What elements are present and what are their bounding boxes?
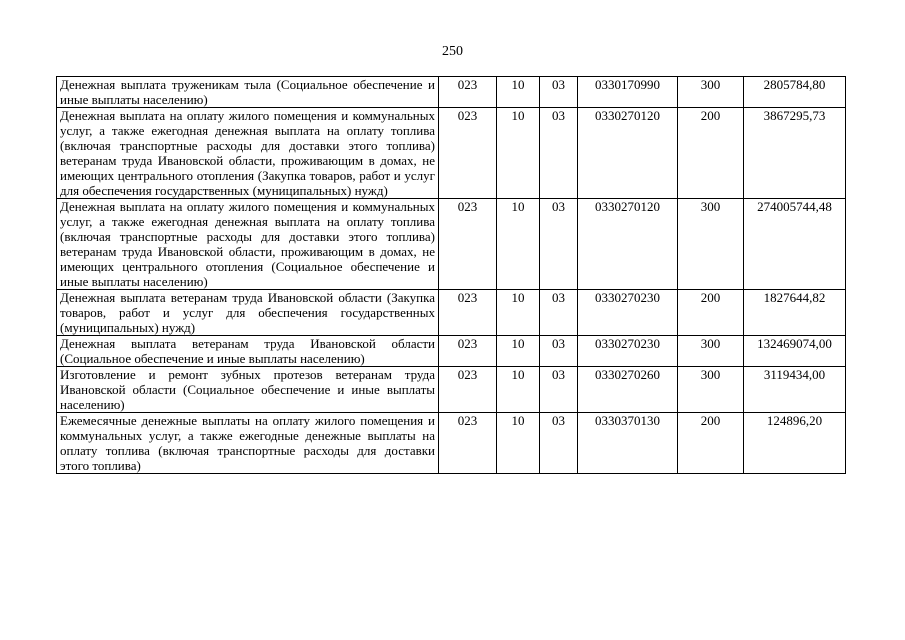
- ministry-code: 023: [439, 77, 497, 108]
- subsection-code: 03: [540, 413, 578, 474]
- target-code: 0330270230: [578, 336, 678, 367]
- amount: 3119434,00: [744, 367, 846, 413]
- table-row: [57, 413, 846, 474]
- section-code: 10: [497, 199, 540, 290]
- table-row: [57, 290, 846, 336]
- row-description: Денежная выплата на оплату жилого помещения и коммунальных услуг, а также ежегодная денежная выплата на оплату топлива (включая транспортные расходы для доставки этого топлива) ветеранам труда Ивановской области, проживающим в домах, не имеющих центрального отопления (Социальное обеспечение и иные выплаты населению): [57, 199, 439, 290]
- target-code: 0330170990: [578, 77, 678, 108]
- ministry-code: 023: [439, 199, 497, 290]
- ministry-code: 023: [439, 290, 497, 336]
- row-description: Ежемесячные денежные выплаты на оплату жилого помещения и коммунальных услуг, а также ежегодные денежные выплаты на оплату топлива (включая транспортные расходы для доставки этого топлива): [57, 413, 439, 474]
- section-code: 10: [497, 413, 540, 474]
- amount: 274005744,48: [744, 199, 846, 290]
- subsection-code: 03: [540, 77, 578, 108]
- target-code: 0330270120: [578, 108, 678, 199]
- table-row: [57, 336, 846, 367]
- subsection-code: 03: [540, 367, 578, 413]
- expense-type-code: 300: [678, 367, 744, 413]
- section-code: 10: [497, 290, 540, 336]
- target-code: 0330270260: [578, 367, 678, 413]
- expense-type-code: 300: [678, 336, 744, 367]
- target-code: 0330270230: [578, 290, 678, 336]
- amount: 132469074,00: [744, 336, 846, 367]
- target-code: 0330370130: [578, 413, 678, 474]
- row-description: Денежная выплата ветеранам труда Ивановской области (Закупка товаров, работ и услуг для обеспечения государственных (муниципальных) нужд): [57, 290, 439, 336]
- ministry-code: 023: [439, 336, 497, 367]
- amount: 124896,20: [744, 413, 846, 474]
- amount: 1827644,82: [744, 290, 846, 336]
- amount: 3867295,73: [744, 108, 846, 199]
- subsection-code: 03: [540, 336, 578, 367]
- expense-type-code: 200: [678, 108, 744, 199]
- ministry-code: 023: [439, 367, 497, 413]
- subsection-code: 03: [540, 108, 578, 199]
- row-description: Изготовление и ремонт зубных протезов ветеранам труда Ивановской области (Социальное обеспечение и иные выплаты населению): [57, 367, 439, 413]
- expense-type-code: 300: [678, 199, 744, 290]
- row-description: Денежная выплата на оплату жилого помещения и коммунальных услуг, а также ежегодная денежная выплата на оплату топлива (включая транспортные расходы для доставки этого топлива) ветеранам труда Ивановской области, проживающим в домах, не имеющих центрального отопления (Закупка товаров, работ и услуг для обеспечения государственных (муниципальных) нужд): [57, 108, 439, 199]
- budget-table: [56, 76, 846, 474]
- page-number: 250: [442, 44, 463, 59]
- row-description: Денежная выплата труженикам тыла (Социальное обеспечение и иные выплаты населению): [57, 77, 439, 108]
- table-row: [57, 367, 846, 413]
- section-code: 10: [497, 77, 540, 108]
- ministry-code: 023: [439, 108, 497, 199]
- row-description: Денежная выплата ветеранам труда Ивановской области (Социальное обеспечение и иные выплаты населению): [57, 336, 439, 367]
- table-row: [57, 199, 846, 290]
- expense-type-code: 300: [678, 77, 744, 108]
- section-code: 10: [497, 367, 540, 413]
- section-code: 10: [497, 108, 540, 199]
- expense-type-code: 200: [678, 290, 744, 336]
- subsection-code: 03: [540, 290, 578, 336]
- subsection-code: 03: [540, 199, 578, 290]
- amount: 2805784,80: [744, 77, 846, 108]
- ministry-code: 023: [439, 413, 497, 474]
- expense-type-code: 200: [678, 413, 744, 474]
- section-code: 10: [497, 336, 540, 367]
- table-row: [57, 108, 846, 199]
- table-row: [57, 77, 846, 108]
- target-code: 0330270120: [578, 199, 678, 290]
